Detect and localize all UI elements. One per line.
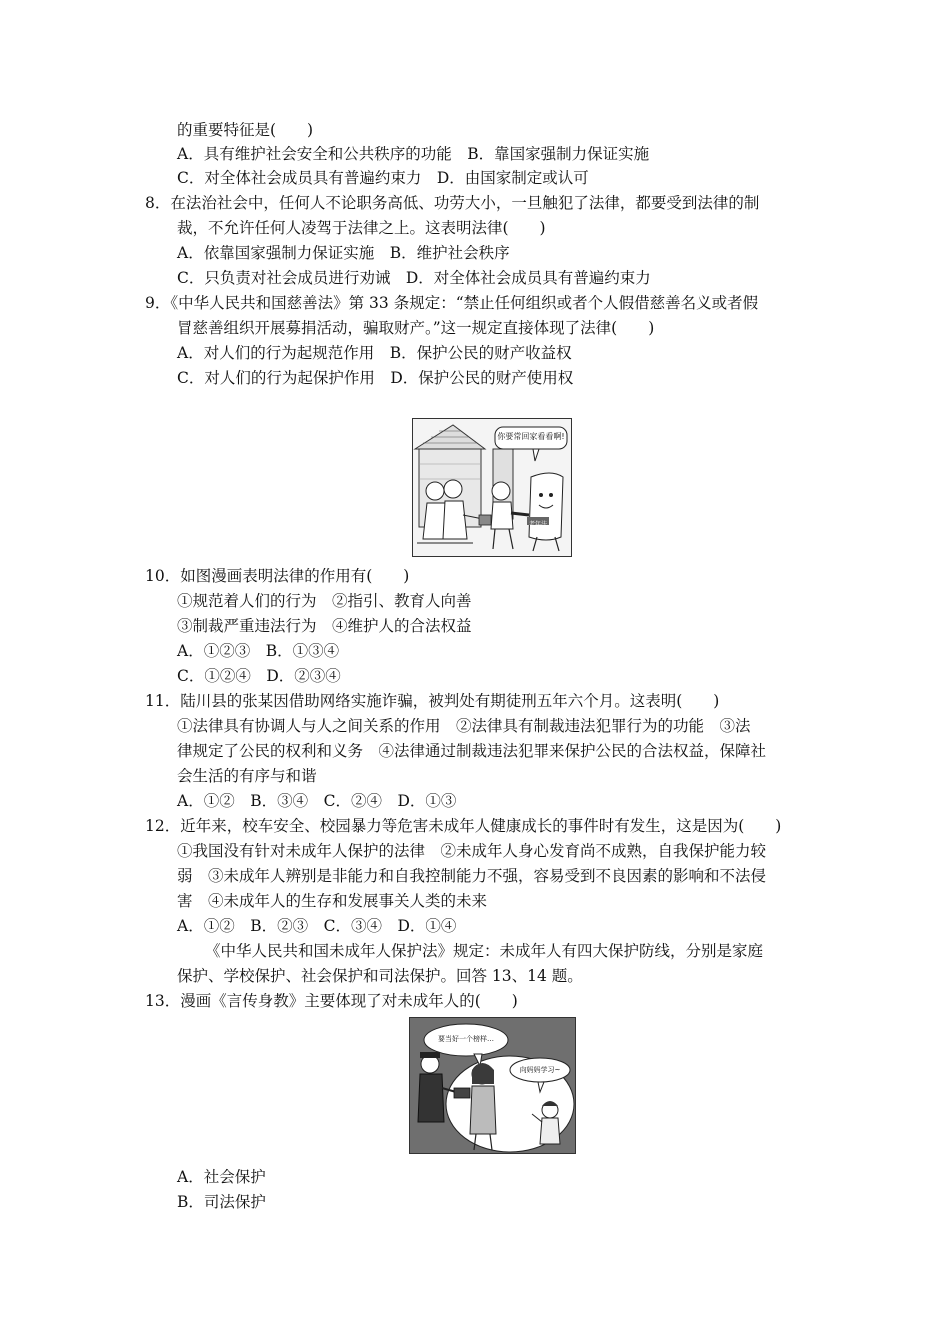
- q8-stem-line1: 8．在法治社会中，任何人不论职务高低、功劳大小，一旦触犯了法律，都要受到法律的制: [145, 194, 760, 212]
- q11-statements-2: 律规定了公民的权利和义务 ④法律通过制裁违法犯罪来保护公民的合法权益，保障社: [177, 742, 767, 760]
- q12-options: A．①② B．②③ C．③④ D．①④: [177, 917, 457, 935]
- q10-statements-2: ③制裁严重违法行为 ④维护人的合法权益: [177, 617, 472, 635]
- q12-statements-1: ①我国没有针对未成年人保护的法律 ②未成年人身心发育尚不成熟，自我保护能力较: [177, 842, 767, 860]
- cartoon-law-sign-text: 老年法: [529, 521, 548, 528]
- cartoon-speech-text: 你要常回家看看啊!: [497, 432, 565, 441]
- q12-statements-3: 害 ④未成年人的生存和发展事关人类的未来: [177, 892, 488, 910]
- q7-options-ab: A．具有维护社会安全和公共秩序的功能 B．靠国家强制力保证实施: [177, 145, 650, 163]
- q8-options-ab: A．依靠国家强制力保证实施 B．维护社会秩序: [177, 244, 510, 262]
- q13-stem: 13．漫画《言传身教》主要体现了对未成年人的( ): [145, 992, 518, 1010]
- q11-options: A．①② B．③④ C．②④ D．①③: [177, 792, 457, 810]
- q12-statements-2: 弱 ③未成年人辨别是非能力和自我控制能力不强，容易受到不良因素的影响和不法侵: [177, 867, 767, 885]
- q7-stem-cont: 的重要特征是( ): [177, 121, 314, 139]
- q13-14-intro-line1: 《中华人民共和国未成年人保护法》规定：未成年人有四大保护防线，分别是家庭: [205, 942, 764, 960]
- q10-statements-1: ①规范着人们的行为 ②指引、教育人向善: [177, 592, 472, 610]
- q11-stem: 11．陆川县的张某因借助网络实施诈骗，被判处有期徒刑五年六个月。这表明( ): [145, 692, 720, 710]
- q12-stem: 12．近年来，校车安全、校园暴力等危害未成年人健康成长的事件时有发生，这是因为( ): [145, 817, 782, 835]
- q9-stem-line1: 9．《中华人民共和国慈善法》第 33 条规定：“禁止任何组织或者个人假借慈善名义或者假: [145, 294, 759, 312]
- q9-options-ab: A．对人们的行为起规范作用 B．保护公民的财产收益权: [177, 344, 572, 362]
- q8-stem-line2: 裁，不允许任何人凌驾于法律之上。这表明法律( ): [177, 219, 546, 237]
- cartoon-bubble-left-text: 要当好一个榜样…: [438, 1035, 494, 1043]
- q13-option-a: A．社会保护: [177, 1168, 266, 1186]
- mentoring-cartoon-figure: [409, 1017, 576, 1154]
- q11-statements-3: 会生活的有序与和谐: [177, 767, 317, 785]
- q10-options-cd: C．①②④ D．②③④: [177, 667, 341, 685]
- q13-14-intro-line2: 保护、学校保护、社会保护和司法保护。回答 13、14 题。: [177, 967, 583, 985]
- cartoon-bubble-right-text: 向妈妈学习~: [519, 1066, 561, 1074]
- q8-options-cd: C．只负责对社会成员进行劝诫 D．对全体社会成员具有普遍约束力: [177, 269, 651, 287]
- q9-stem-line2: 冒慈善组织开展募捐活动，骗取财产。”这一规定直接体现了法律( ): [177, 319, 655, 337]
- q7-options-cd: C．对全体社会成员具有普遍约束力 D．由国家制定或认可: [177, 169, 589, 187]
- q11-statements-1: ①法律具有协调人与人之间关系的作用 ②法律具有制裁违法犯罪行为的功能 ③法: [177, 717, 751, 735]
- q13-option-b: B．司法保护: [177, 1193, 266, 1211]
- q10-stem: 10．如图漫画表明法律的作用有( ): [145, 567, 410, 585]
- q9-options-cd: C．对人们的行为起保护作用 D．保护公民的财产使用权: [177, 369, 574, 387]
- q10-options-ab: A．①②③ B．①③④: [177, 642, 340, 660]
- law-cartoon-figure: [412, 418, 572, 557]
